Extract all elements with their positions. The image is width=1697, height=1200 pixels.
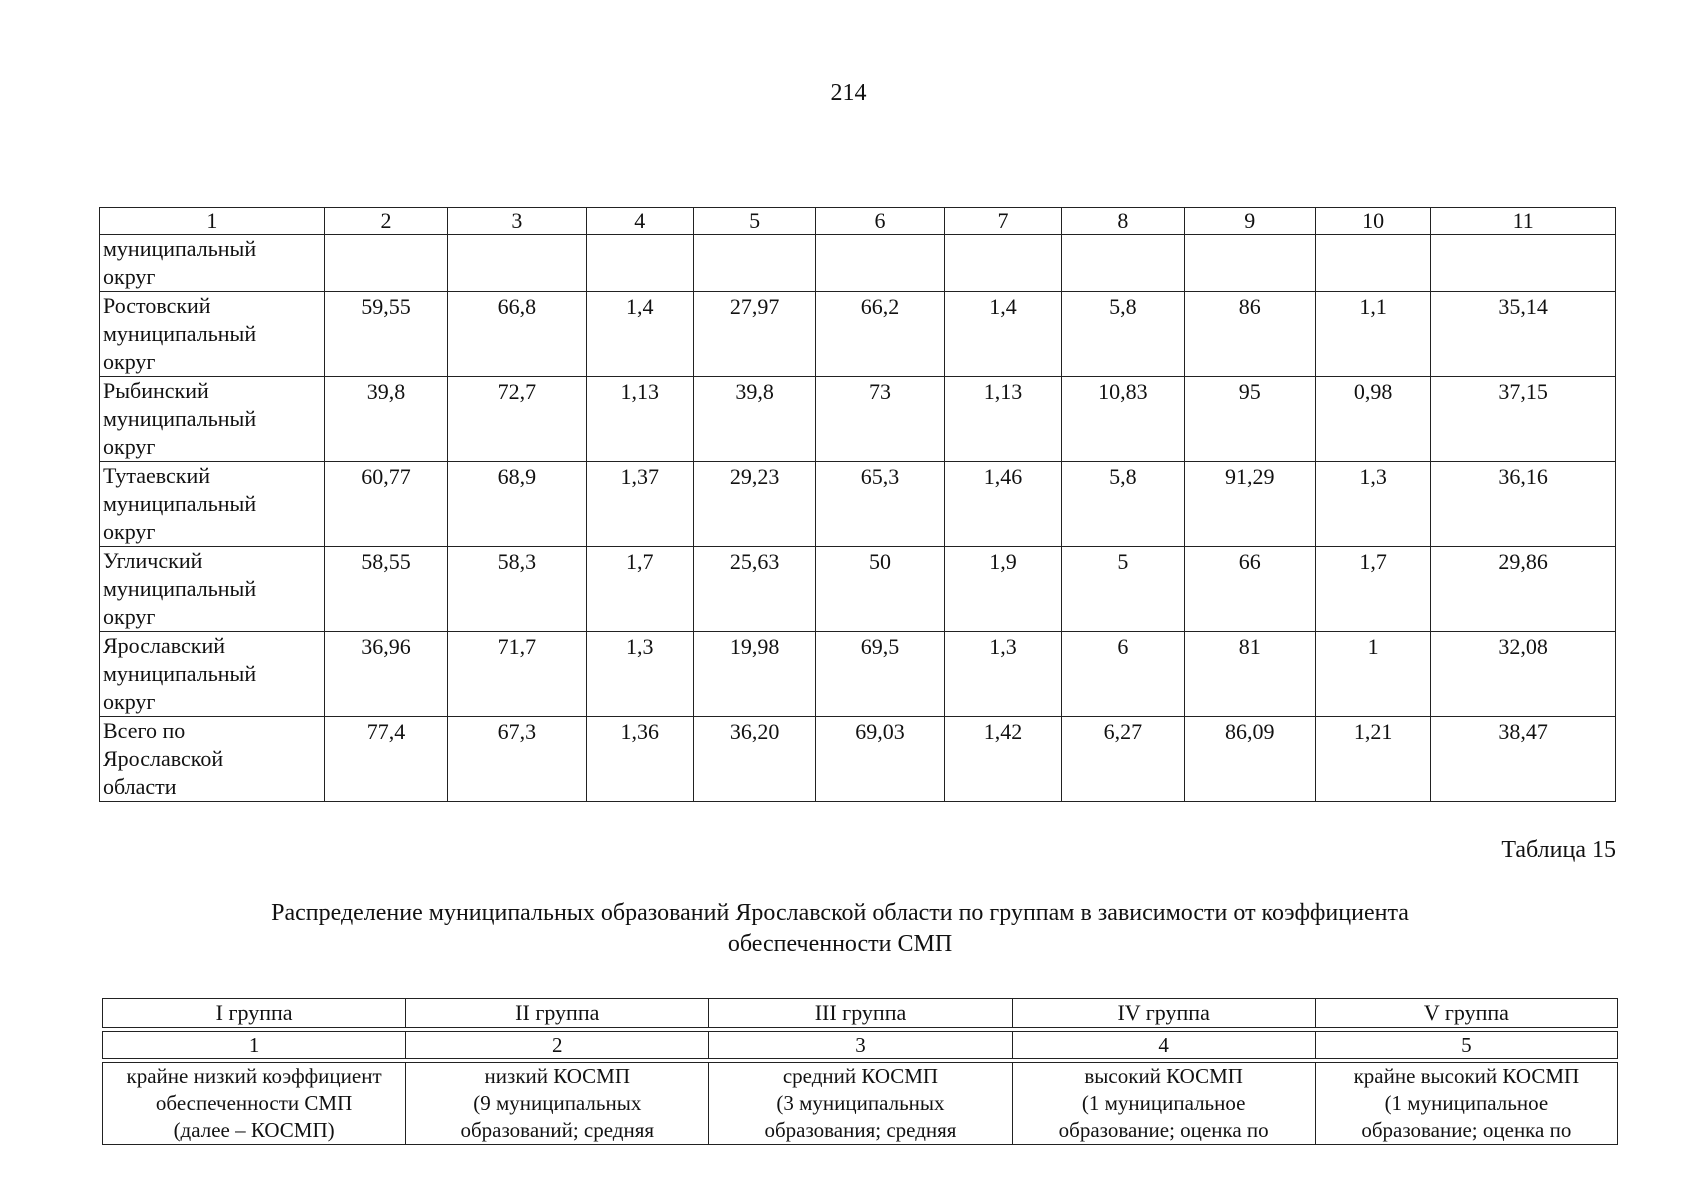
page-number: 214: [830, 80, 867, 106]
column-header-cell: 5: [693, 208, 815, 235]
value-cell: 1,7: [586, 547, 693, 632]
value-cell: 25,63: [693, 547, 815, 632]
value-cell: 6: [1062, 632, 1184, 717]
group-description-cell: [1012, 1062, 1315, 1145]
municipality-name-line: округ: [103, 434, 156, 459]
value-cell: [816, 235, 944, 292]
municipality-name-cell: [100, 717, 325, 802]
value-cell: 1,3: [586, 632, 693, 717]
group-header-cell: I группа: [102, 998, 405, 1028]
value-cell: [944, 235, 1061, 292]
group-description-line: образований; средняя: [460, 1118, 655, 1142]
column-header-cell: 6: [816, 208, 944, 235]
value-cell: 59,55: [324, 292, 447, 377]
group-description-line: (1 муниципальное: [1384, 1091, 1549, 1115]
municipality-name-line: муниципальный: [103, 576, 257, 601]
value-cell: [586, 235, 693, 292]
value-cell: 73: [816, 377, 944, 462]
group-index-cell: 1: [102, 1031, 405, 1059]
value-cell: [1315, 235, 1430, 292]
value-cell: 68,9: [448, 462, 586, 547]
value-cell: 1,9: [944, 547, 1061, 632]
table-row: [100, 547, 1616, 632]
municipality-name-cell: [100, 462, 325, 547]
value-cell: 5,8: [1062, 292, 1184, 377]
municipality-name-line: Ярославской: [103, 746, 224, 771]
municipality-name-line: округ: [103, 349, 156, 374]
value-cell: [324, 235, 447, 292]
column-header-cell: 7: [944, 208, 1061, 235]
municipality-name-cell: [100, 547, 325, 632]
value-cell: 67,3: [448, 717, 586, 802]
value-cell: 1,3: [1315, 462, 1430, 547]
group-description-line: крайне низкий коэффициент: [126, 1064, 382, 1088]
value-cell: 1,1: [1315, 292, 1430, 377]
value-cell: 60,77: [324, 462, 447, 547]
municipality-name-cell: [100, 235, 325, 292]
value-cell: 1,3: [944, 632, 1061, 717]
group-description-line: высокий КОСМП: [1084, 1064, 1243, 1088]
value-cell: 36,20: [693, 717, 815, 802]
group-header-cell: III группа: [708, 998, 1011, 1028]
table-title-line: Распределение муниципальных образований Ярославской области по группам в зависимости от коэффициента: [271, 900, 1409, 926]
value-cell: 69,5: [816, 632, 944, 717]
table-caption: Таблица 15: [1501, 837, 1616, 863]
table-row: [100, 235, 1616, 292]
group-description-line: крайне высокий КОСМП: [1353, 1064, 1580, 1088]
table-row: [100, 377, 1616, 462]
value-cell: 1,36: [586, 717, 693, 802]
value-cell: 81: [1184, 632, 1315, 717]
municipality-name-line: Рыбинский: [103, 378, 209, 403]
table-row: [100, 717, 1616, 802]
value-cell: 69,03: [816, 717, 944, 802]
value-cell: 10,83: [1062, 377, 1184, 462]
group-description-cell: [708, 1062, 1011, 1145]
value-cell: 35,14: [1431, 292, 1616, 377]
table-row: [100, 462, 1616, 547]
group-description-line: (1 муниципальное: [1081, 1091, 1246, 1115]
group-index-row: [102, 1031, 1618, 1059]
value-cell: 66,2: [816, 292, 944, 377]
value-cell: 0,98: [1315, 377, 1430, 462]
value-cell: [1184, 235, 1315, 292]
group-description-cell: [102, 1062, 405, 1145]
municipality-name-line: Тутаевский: [103, 463, 211, 488]
group-description-line: (9 муниципальных: [473, 1091, 642, 1115]
value-cell: 77,4: [324, 717, 447, 802]
municipality-name-line: муниципальный: [103, 491, 257, 516]
value-cell: 66: [1184, 547, 1315, 632]
value-cell: 86,09: [1184, 717, 1315, 802]
group-description-line: обеспеченности СМП: [155, 1091, 353, 1115]
value-cell: 65,3: [816, 462, 944, 547]
value-cell: 5,8: [1062, 462, 1184, 547]
municipality-name-cell: [100, 377, 325, 462]
value-cell: 95: [1184, 377, 1315, 462]
value-cell: 91,29: [1184, 462, 1315, 547]
value-cell: 71,7: [448, 632, 586, 717]
value-cell: 19,98: [693, 632, 815, 717]
group-description-line: средний КОСМП: [782, 1064, 939, 1088]
value-cell: 72,7: [448, 377, 586, 462]
group-header-cell: IV группа: [1012, 998, 1315, 1028]
group-description-row: [102, 1062, 1618, 1145]
column-header-cell: 4: [586, 208, 693, 235]
value-cell: 1,21: [1315, 717, 1430, 802]
group-index-cell: 2: [405, 1031, 708, 1059]
municipality-name-line: Всего по: [103, 718, 186, 743]
value-cell: 86: [1184, 292, 1315, 377]
column-header-cell: 11: [1431, 208, 1616, 235]
municipality-name-line: округ: [103, 519, 156, 544]
value-cell: 58,3: [448, 547, 586, 632]
value-cell: 1,7: [1315, 547, 1430, 632]
column-header-cell: 3: [448, 208, 586, 235]
table-header-row: [100, 208, 1616, 235]
value-cell: 1,13: [944, 377, 1061, 462]
data-table: [99, 207, 1616, 802]
municipality-name-line: муниципальный: [103, 321, 257, 346]
group-header-row: [102, 998, 1618, 1028]
value-cell: 37,15: [1431, 377, 1616, 462]
value-cell: 50: [816, 547, 944, 632]
municipality-name-cell: [100, 632, 325, 717]
group-index-cell: 3: [708, 1031, 1011, 1059]
value-cell: [1431, 235, 1616, 292]
table-row: [100, 292, 1616, 377]
value-cell: 32,08: [1431, 632, 1616, 717]
value-cell: 1,13: [586, 377, 693, 462]
value-cell: 6,27: [1062, 717, 1184, 802]
group-description-cell: [1315, 1062, 1618, 1145]
group-table-body: [102, 998, 1618, 1145]
table-title-line: обеспеченности СМП: [727, 931, 953, 957]
municipality-name-line: округ: [103, 689, 156, 714]
value-cell: 66,8: [448, 292, 586, 377]
data-table-body: [100, 208, 1616, 802]
table-title: [120, 898, 1560, 960]
municipality-name-line: Угличский: [103, 548, 203, 573]
value-cell: 58,55: [324, 547, 447, 632]
group-description-line: образование; оценка по: [1361, 1118, 1572, 1142]
municipality-name-cell: [100, 292, 325, 377]
municipality-name-line: области: [103, 774, 177, 799]
value-cell: 36,96: [324, 632, 447, 717]
group-description-line: (далее – КОСМП): [173, 1118, 335, 1142]
value-cell: 39,8: [324, 377, 447, 462]
value-cell: 5: [1062, 547, 1184, 632]
column-header-cell: 8: [1062, 208, 1184, 235]
value-cell: 1,42: [944, 717, 1061, 802]
municipality-name-line: муниципальный: [103, 406, 257, 431]
group-table: [102, 995, 1618, 1148]
value-cell: 1,4: [586, 292, 693, 377]
value-cell: [1062, 235, 1184, 292]
value-cell: 1,4: [944, 292, 1061, 377]
group-description-line: образования; средняя: [764, 1118, 957, 1142]
value-cell: 1,37: [586, 462, 693, 547]
municipality-name-line: Ярославский: [103, 633, 225, 658]
value-cell: 1,46: [944, 462, 1061, 547]
column-header-cell: 9: [1184, 208, 1315, 235]
value-cell: 36,16: [1431, 462, 1616, 547]
table-row: [100, 632, 1616, 717]
municipality-name-line: муниципальный: [103, 661, 257, 686]
column-header-cell: 1: [100, 208, 325, 235]
group-header-cell: V группа: [1315, 998, 1618, 1028]
municipality-name-line: округ: [103, 604, 156, 629]
municipality-name-line: округ: [103, 264, 156, 289]
value-cell: 27,97: [693, 292, 815, 377]
value-cell: 29,23: [693, 462, 815, 547]
group-description-cell: [405, 1062, 708, 1145]
municipality-name-line: Ростовский: [103, 293, 211, 318]
value-cell: [448, 235, 586, 292]
value-cell: [693, 235, 815, 292]
column-header-cell: 2: [324, 208, 447, 235]
group-description-line: образование; оценка по: [1058, 1118, 1269, 1142]
value-cell: 29,86: [1431, 547, 1616, 632]
municipality-name-line: муниципальный: [103, 236, 257, 261]
column-header-cell: 10: [1315, 208, 1430, 235]
value-cell: 39,8: [693, 377, 815, 462]
group-header-cell: II группа: [405, 998, 708, 1028]
value-cell: 1: [1315, 632, 1430, 717]
group-index-cell: 4: [1012, 1031, 1315, 1059]
group-index-cell: 5: [1315, 1031, 1618, 1059]
group-description-line: низкий КОСМП: [484, 1064, 630, 1088]
group-description-line: (3 муниципальных: [776, 1091, 945, 1115]
value-cell: 38,47: [1431, 717, 1616, 802]
